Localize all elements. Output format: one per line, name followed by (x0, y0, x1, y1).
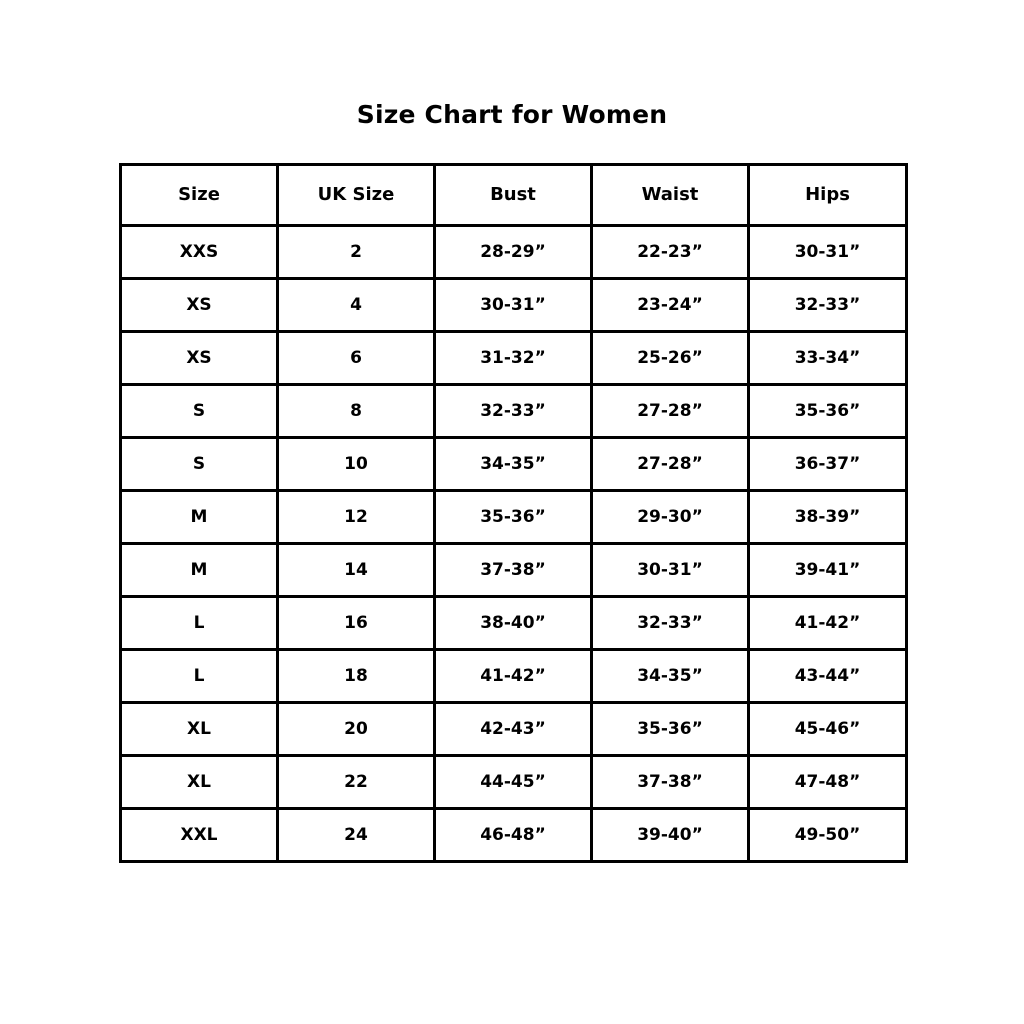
cell-hips: 36-37” (749, 438, 907, 491)
cell-hips: 30-31” (749, 226, 907, 279)
cell-uk-size: 4 (278, 279, 435, 332)
cell-hips: 39-41” (749, 544, 907, 597)
cell-uk-size: 16 (278, 597, 435, 650)
cell-bust: 46-48” (435, 809, 592, 862)
cell-hips: 33-34” (749, 332, 907, 385)
cell-uk-size: 24 (278, 809, 435, 862)
cell-size: L (121, 597, 278, 650)
size-chart-table (119, 163, 908, 863)
cell-hips: 41-42” (749, 597, 907, 650)
cell-hips: 32-33” (749, 279, 907, 332)
cell-uk-size: 6 (278, 332, 435, 385)
cell-waist: 30-31” (592, 544, 749, 597)
table-row (121, 279, 907, 332)
cell-bust: 28-29” (435, 226, 592, 279)
table-row (121, 544, 907, 597)
cell-size: L (121, 650, 278, 703)
cell-bust: 31-32” (435, 332, 592, 385)
cell-bust: 42-43” (435, 703, 592, 756)
column-header-uk-size: UK Size (278, 165, 435, 226)
cell-uk-size: 10 (278, 438, 435, 491)
cell-hips: 49-50” (749, 809, 907, 862)
cell-bust: 41-42” (435, 650, 592, 703)
cell-hips: 38-39” (749, 491, 907, 544)
cell-hips: 35-36” (749, 385, 907, 438)
table-row (121, 226, 907, 279)
table-body (121, 226, 907, 862)
cell-size: XS (121, 332, 278, 385)
cell-bust: 35-36” (435, 491, 592, 544)
cell-waist: 35-36” (592, 703, 749, 756)
cell-waist: 22-23” (592, 226, 749, 279)
table-header-row (121, 165, 907, 226)
cell-size: S (121, 385, 278, 438)
cell-size: XL (121, 703, 278, 756)
cell-size: XXL (121, 809, 278, 862)
cell-uk-size: 20 (278, 703, 435, 756)
cell-hips: 45-46” (749, 703, 907, 756)
cell-uk-size: 18 (278, 650, 435, 703)
cell-bust: 34-35” (435, 438, 592, 491)
cell-waist: 23-24” (592, 279, 749, 332)
cell-uk-size: 12 (278, 491, 435, 544)
table-row (121, 332, 907, 385)
cell-hips: 43-44” (749, 650, 907, 703)
cell-uk-size: 22 (278, 756, 435, 809)
table-header (121, 165, 907, 226)
column-header-hips: Hips (749, 165, 907, 226)
cell-waist: 27-28” (592, 438, 749, 491)
size-chart-table-wrapper (119, 163, 905, 863)
cell-bust: 44-45” (435, 756, 592, 809)
table-row (121, 438, 907, 491)
cell-waist: 27-28” (592, 385, 749, 438)
cell-waist: 25-26” (592, 332, 749, 385)
page-title: Size Chart for Women (356, 100, 668, 129)
cell-waist: 39-40” (592, 809, 749, 862)
cell-size: M (121, 491, 278, 544)
cell-size: XXS (121, 226, 278, 279)
table-row (121, 756, 907, 809)
table-row (121, 703, 907, 756)
column-header-bust: Bust (435, 165, 592, 226)
column-header-waist: Waist (592, 165, 749, 226)
cell-bust: 37-38” (435, 544, 592, 597)
cell-uk-size: 8 (278, 385, 435, 438)
table-row (121, 597, 907, 650)
cell-uk-size: 14 (278, 544, 435, 597)
table-row (121, 491, 907, 544)
cell-size: S (121, 438, 278, 491)
cell-size: M (121, 544, 278, 597)
column-header-size: Size (121, 165, 278, 226)
table-row (121, 650, 907, 703)
cell-bust: 38-40” (435, 597, 592, 650)
cell-uk-size: 2 (278, 226, 435, 279)
table-row (121, 385, 907, 438)
cell-hips: 47-48” (749, 756, 907, 809)
cell-waist: 34-35” (592, 650, 749, 703)
cell-waist: 37-38” (592, 756, 749, 809)
cell-bust: 32-33” (435, 385, 592, 438)
cell-size: XL (121, 756, 278, 809)
cell-waist: 32-33” (592, 597, 749, 650)
cell-bust: 30-31” (435, 279, 592, 332)
cell-waist: 29-30” (592, 491, 749, 544)
cell-size: XS (121, 279, 278, 332)
table-row (121, 809, 907, 862)
